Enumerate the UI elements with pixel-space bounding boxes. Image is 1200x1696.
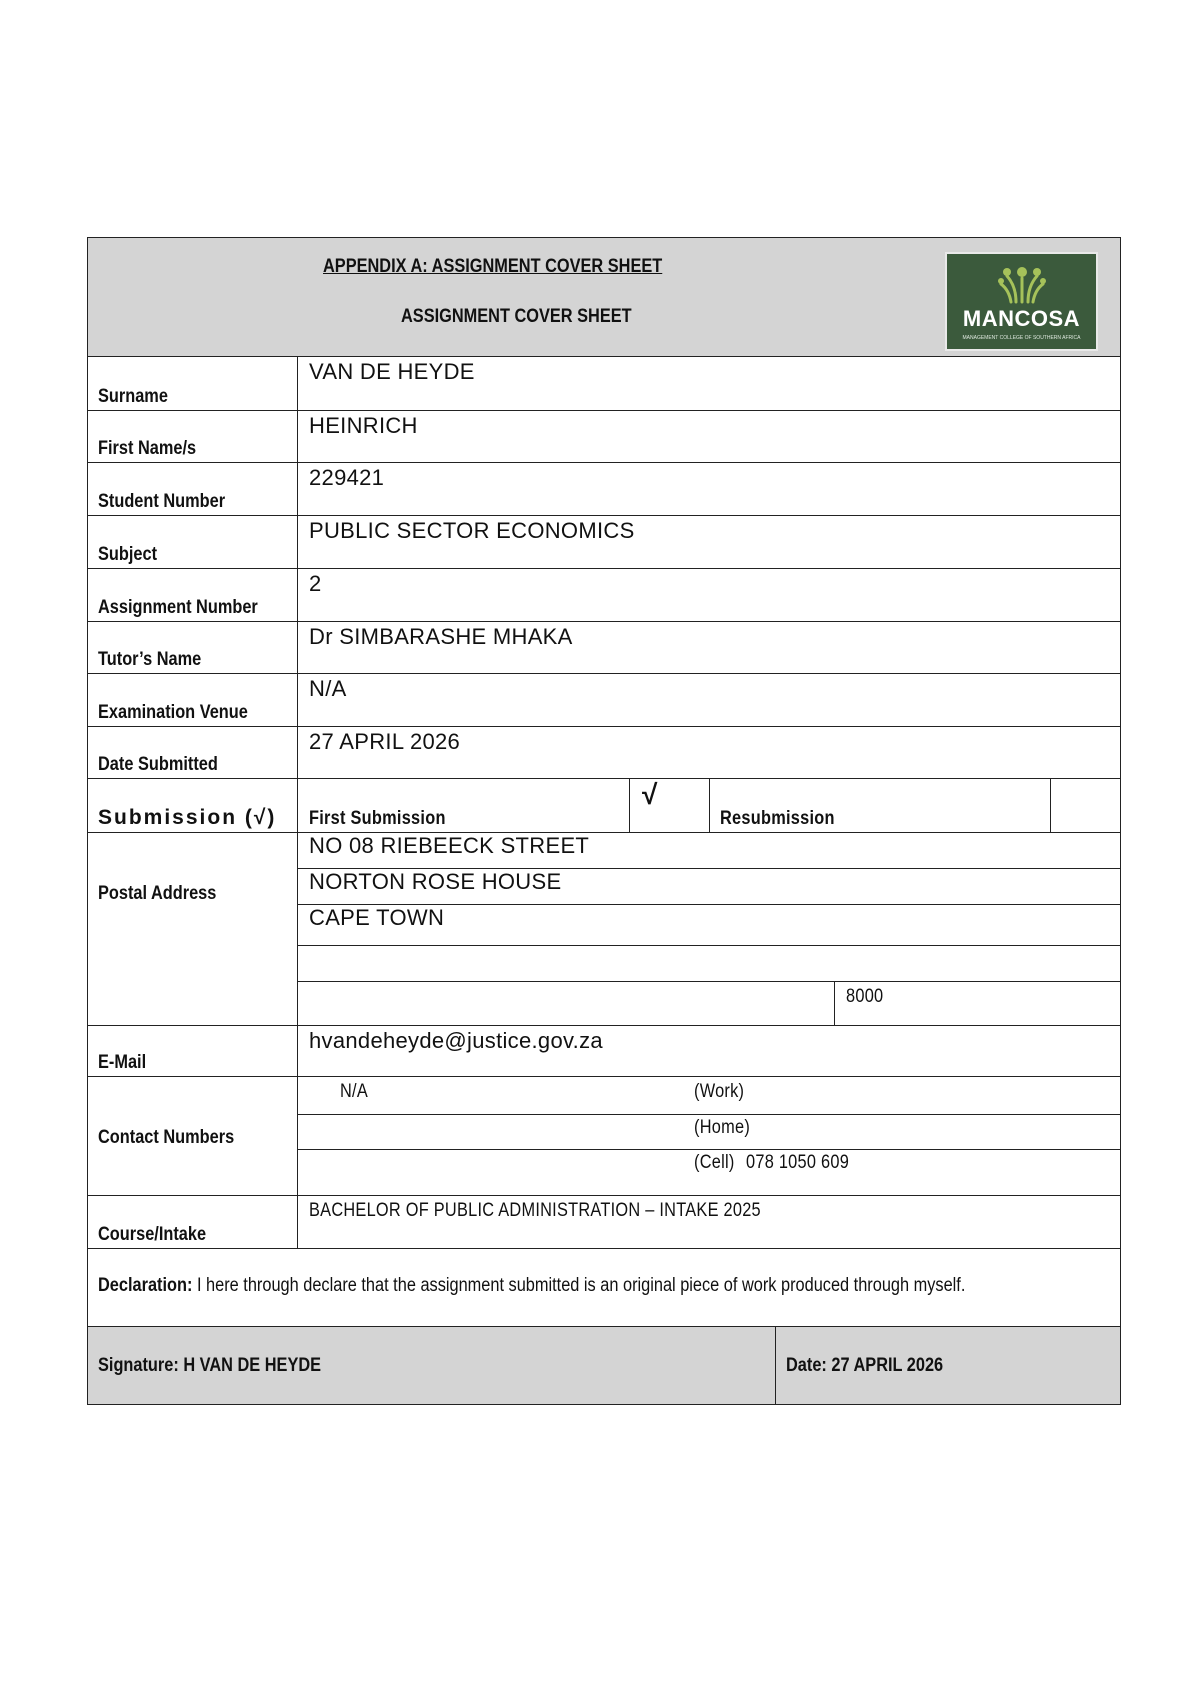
submission-label: Submission (√) [98, 806, 277, 829]
venue-field[interactable]: N/A [309, 676, 347, 701]
home-label: (Home) [694, 1117, 751, 1138]
declaration-text: I here through declare that the assignment submitted is an original piece of work produced through myself. [192, 1275, 966, 1296]
subject-label: Subject [98, 544, 158, 565]
subject-row [88, 516, 1120, 569]
student-number-row [88, 463, 1120, 516]
cover-sheet-header [88, 238, 1120, 357]
tree-icon [997, 260, 1047, 304]
date-submitted-field[interactable]: 27 APRIL 2026 [309, 729, 461, 754]
cell-number-field[interactable]: 078 1050 609 [746, 1152, 850, 1173]
postal-address-row [88, 833, 1120, 1026]
surname-field[interactable]: VAN DE HEYDE [309, 359, 475, 384]
tutor-label: Tutor’s Name [98, 649, 202, 670]
declaration-label: Declaration: [98, 1275, 193, 1296]
work-label: (Work) [694, 1081, 745, 1102]
student-number-field[interactable]: 229421 [309, 465, 385, 490]
date-submitted-label: Date Submitted [98, 754, 218, 775]
assignment-number-row [88, 569, 1120, 622]
work-number-field[interactable]: N/A [340, 1081, 369, 1102]
first-names-row [88, 411, 1120, 463]
postal-line-2[interactable]: NORTON ROSE HOUSE [309, 869, 562, 894]
assignment-number-label: Assignment Number [98, 597, 258, 618]
mancosa-logo [945, 252, 1098, 351]
contact-numbers-label: Contact Numbers [98, 1127, 235, 1148]
email-label: E-Mail [98, 1052, 147, 1073]
assignment-number-field[interactable]: 2 [309, 571, 322, 596]
first-submission-checkbox[interactable]: √ [642, 779, 658, 810]
submission-row [88, 779, 1120, 833]
declaration-row [88, 1249, 1120, 1326]
tutor-field[interactable]: Dr SIMBARASHE MHAKA [309, 624, 573, 649]
tutor-row [88, 622, 1120, 674]
resubmission-label: Resubmission [720, 808, 835, 829]
course-row [88, 1196, 1120, 1249]
date-submitted-row [88, 727, 1120, 779]
contact-numbers-row [88, 1077, 1120, 1196]
first-names-label: First Name/s [98, 438, 197, 459]
logo-tagline: MANAGEMENT COLLEGE OF SOUTHERN AFRICA [962, 335, 1081, 341]
assignment-cover-sheet [87, 237, 1121, 1405]
postal-line-1[interactable]: NO 08 RIEBEECK STREET [309, 833, 590, 858]
cell-label: (Cell) [694, 1152, 735, 1173]
course-label: Course/Intake [98, 1224, 207, 1245]
venue-row [88, 674, 1120, 727]
course-field[interactable]: BACHELOR OF PUBLIC ADMINISTRATION – INTAKE 2025 [309, 1200, 761, 1221]
signature-date-field[interactable]: Date: 27 APRIL 2026 [786, 1355, 944, 1376]
venue-label: Examination Venue [98, 702, 248, 723]
logo-wordmark: MANCOSA [962, 306, 1081, 331]
email-row [88, 1026, 1120, 1077]
first-names-field[interactable]: HEINRICH [309, 413, 418, 438]
postal-line-3[interactable]: CAPE TOWN [309, 905, 445, 930]
cover-sheet-title: ASSIGNMENT COVER SHEET [400, 306, 632, 327]
signature-footer [88, 1326, 1120, 1404]
subject-field[interactable]: PUBLIC SECTOR ECONOMICS [309, 518, 635, 543]
surname-row [88, 357, 1120, 411]
surname-label: Surname [98, 386, 168, 407]
signature-field[interactable]: Signature: H VAN DE HEYDE [98, 1355, 322, 1376]
postal-address-label: Postal Address [98, 883, 217, 904]
postal-code-field[interactable]: 8000 [846, 986, 884, 1007]
appendix-title: APPENDIX A: ASSIGNMENT COVER SHEET [323, 256, 663, 277]
student-number-label: Student Number [98, 491, 226, 512]
first-submission-label: First Submission [309, 808, 446, 829]
email-field[interactable]: hvandeheyde@justice.gov.za [309, 1028, 603, 1053]
